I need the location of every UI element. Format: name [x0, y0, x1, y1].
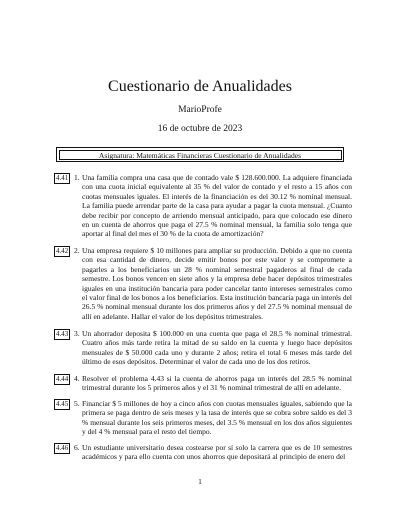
problem-text: Resolver el problema 4.43 si la cuenta de ahorros paga un interés del 28.5 % nominal trimestral durante los 5 primeros años y el 31 % nominal trimestral de allí en adelante. [82, 374, 352, 393]
problem-tag: 4.45 [56, 400, 69, 408]
problem-number: 2. [74, 246, 80, 255]
problem-tag: 4.41 [56, 174, 69, 182]
problem-tag: 4.42 [56, 247, 69, 255]
problem-number: 1. [74, 173, 80, 182]
problem-tag: 4.44 [56, 375, 69, 383]
document-title: Cuestionario de Anualidades [108, 78, 292, 95]
problem-text: Una empresa requiere $ 10 millones para ampliar su producción. Debido a que no cuenta con esa cantidad de dinero, decide emitir bonos por este valor y se compromete a pagarles a los beneficiarios un 28 % nominal semestral pagaderos al final de cada semestre. Los bonos vencen en siete años y la empresa debe hacer depósitos trimestrales iguales en una institución bancaria para poder cancelar tanto intereses semestrales como el valor final de los bonos a los beneficiarios. Esta institución bancaria paga un interés del 26.5 % nominal mensual durante los dos primeros años y del 27.5 % nominal mensual de allí en adelante. Hallar el valor de los depósitos trimestrales. [82, 246, 352, 321]
problem-text: Financiar $ 5 millones de hoy a cinco años con cuotas mensuales iguales, sabiendo que la primera se paga dentro de seis meses y la tasa de interés que se cobra sobre saldo es del 3 % mensual durante los seis primeros meses, del 3.5 % mensual en los dos años siguientes y del 4 % mensual para el resto del tiempo. [82, 399, 352, 437]
document-date: 16 de octubre de 2023 [157, 124, 243, 134]
subject-text: Asignatura: Matemáticas Financieras Cuestionario de Anualidades [59, 150, 342, 160]
problem-number: 4. [74, 374, 80, 383]
problem-number: 6. [74, 443, 80, 452]
problem-tag: 4.46 [56, 444, 69, 452]
problem-number: 5. [74, 399, 80, 408]
page-number: 1 [198, 477, 202, 486]
problem-text: Una familia compra una casa que de contado vale $ 128.600.000. La adquiere financiada con una cuota inicial equivalente al 35 % del valor de contado y el resto a 15 años con cuotas mensuales iguales. El interés de la financiación es del 30.12 % nominal mensual. La familia puede arrendar parte de la casa para ayudar a pagar la cuota mensual. ¿Cuanto debe recibir por concepto de arriendo mensual anticipado, para que colocado ese dinero en un cuenta de ahorros que paga el 27.5 % nominal mensual, la familia solo tenga que aportar al final del mes el 30 % de la cuota de amortización? [82, 173, 352, 239]
problem-number: 3. [74, 329, 80, 338]
problem-text: Un ahorrador deposita $ 100.000 en una cuenta que paga el 28.5 % nominal trimestral. Cuatro años más tarde retira la mitad de su saldo en la cuenta y luego hace depósitos mensuales de $ 50.000 cada uno y durante 2 años; retira el total 6 meses más tarde del último de esos depósitos. Determinar el valor de cada uno de los dos retiros. [82, 329, 352, 367]
problem-text: Un estudiante universitario desea costearse por sí solo la carrera que es de 10 semestres académicos y para ello cuenta con unos ahorros que depositará al principio de enero del [82, 443, 352, 462]
problem-tag: 4.43 [56, 330, 69, 338]
document-author: MarioProfe [178, 105, 222, 115]
subject-box [56, 147, 344, 162]
